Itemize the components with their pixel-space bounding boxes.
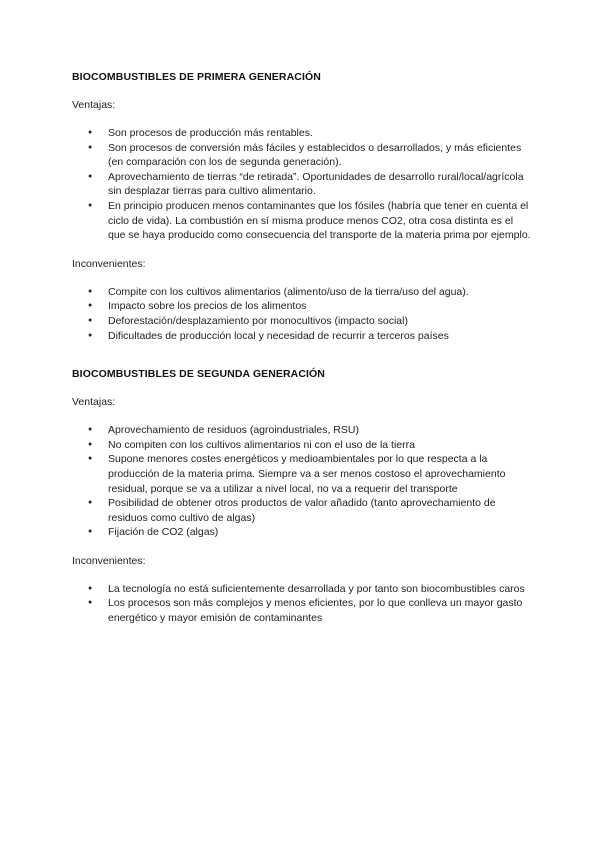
inconvenientes-list — [72, 582, 532, 626]
list-item: ● Dificultades de producción local y necesidad de recurrir a terceros países — [72, 329, 532, 344]
list-item: ● Los procesos son más complejos y menos eficientes, por lo que conlleva un mayor gasto energético y mayor emisión de contaminantes — [72, 596, 532, 625]
inconvenientes-label: Inconvenientes: — [72, 554, 146, 567]
list-item: ● En principio producen menos contaminantes que los fósiles (habría que tener en cuenta el ciclo de vida). La combustión en sí misma produce menos CO2, otra cosa distinta es el que se haya producido como consecuencia del transporte de la materia prima por ejemplo. — [72, 199, 532, 243]
document-body — [72, 70, 532, 626]
list-item: ● Aprovechamiento de tierras “de retirada”. Oportunidades de desarrollo rural/local/agrícola sin desplazar tierras para cultivo alimentario. — [72, 170, 532, 199]
ventajas-label: Ventajas: — [72, 396, 116, 409]
list-item: ● Posibilidad de obtener otros productos de valor añadido (tanto aprovechamiento de residuos como cultivo de algas) — [72, 496, 532, 525]
list-item: ● Impacto sobre los precios de los alimentos — [72, 299, 532, 314]
ventajas-label: Ventajas: — [72, 99, 116, 111]
list-item: ● Fijación de CO2 (algas) — [72, 525, 532, 540]
list-item: ● Son procesos de producción más rentables. — [72, 126, 532, 141]
inconvenientes-list — [72, 285, 532, 343]
section-title-primera: BIOCOMBUSTIBLES DE PRIMERA GENERACIÓN — [72, 71, 321, 83]
inconvenientes-label: Inconvenientes: — [72, 257, 146, 270]
list-item: ● Deforestación/desplazamiento por monocultivos (impacto social) — [72, 314, 532, 329]
list-item: ● Compite con los cultivos alimentarios (alimento/uso de la tierra/uso del agua). — [72, 285, 532, 300]
section-title-segunda: BIOCOMBUSTIBLES DE SEGUNDA GENERACIÓN — [72, 368, 325, 381]
list-item: ● Son procesos de conversión más fáciles y establecidos o desarrollados, y más eficientes (en comparación con los de segunda generación). — [72, 141, 532, 170]
list-item: ● Aprovechamiento de residuos (agroindustriales, RSU) — [72, 423, 532, 438]
list-item: ● La tecnología no está suficientemente desarrollada y por tanto son biocombustibles caros — [72, 582, 532, 597]
ventajas-list — [72, 126, 532, 243]
list-item: ● Supone menores costes energéticos y medioambientales por lo que respecta a la producción de la materia prima. Siempre va a ser menos costoso el aprovechamiento residual, porque se va a utilizar a nivel local, no va a requerir del transporte — [72, 452, 532, 496]
list-item: ● No compiten con los cultivos alimentarios ni con el uso de la tierra — [72, 438, 532, 453]
ventajas-list — [72, 423, 532, 540]
